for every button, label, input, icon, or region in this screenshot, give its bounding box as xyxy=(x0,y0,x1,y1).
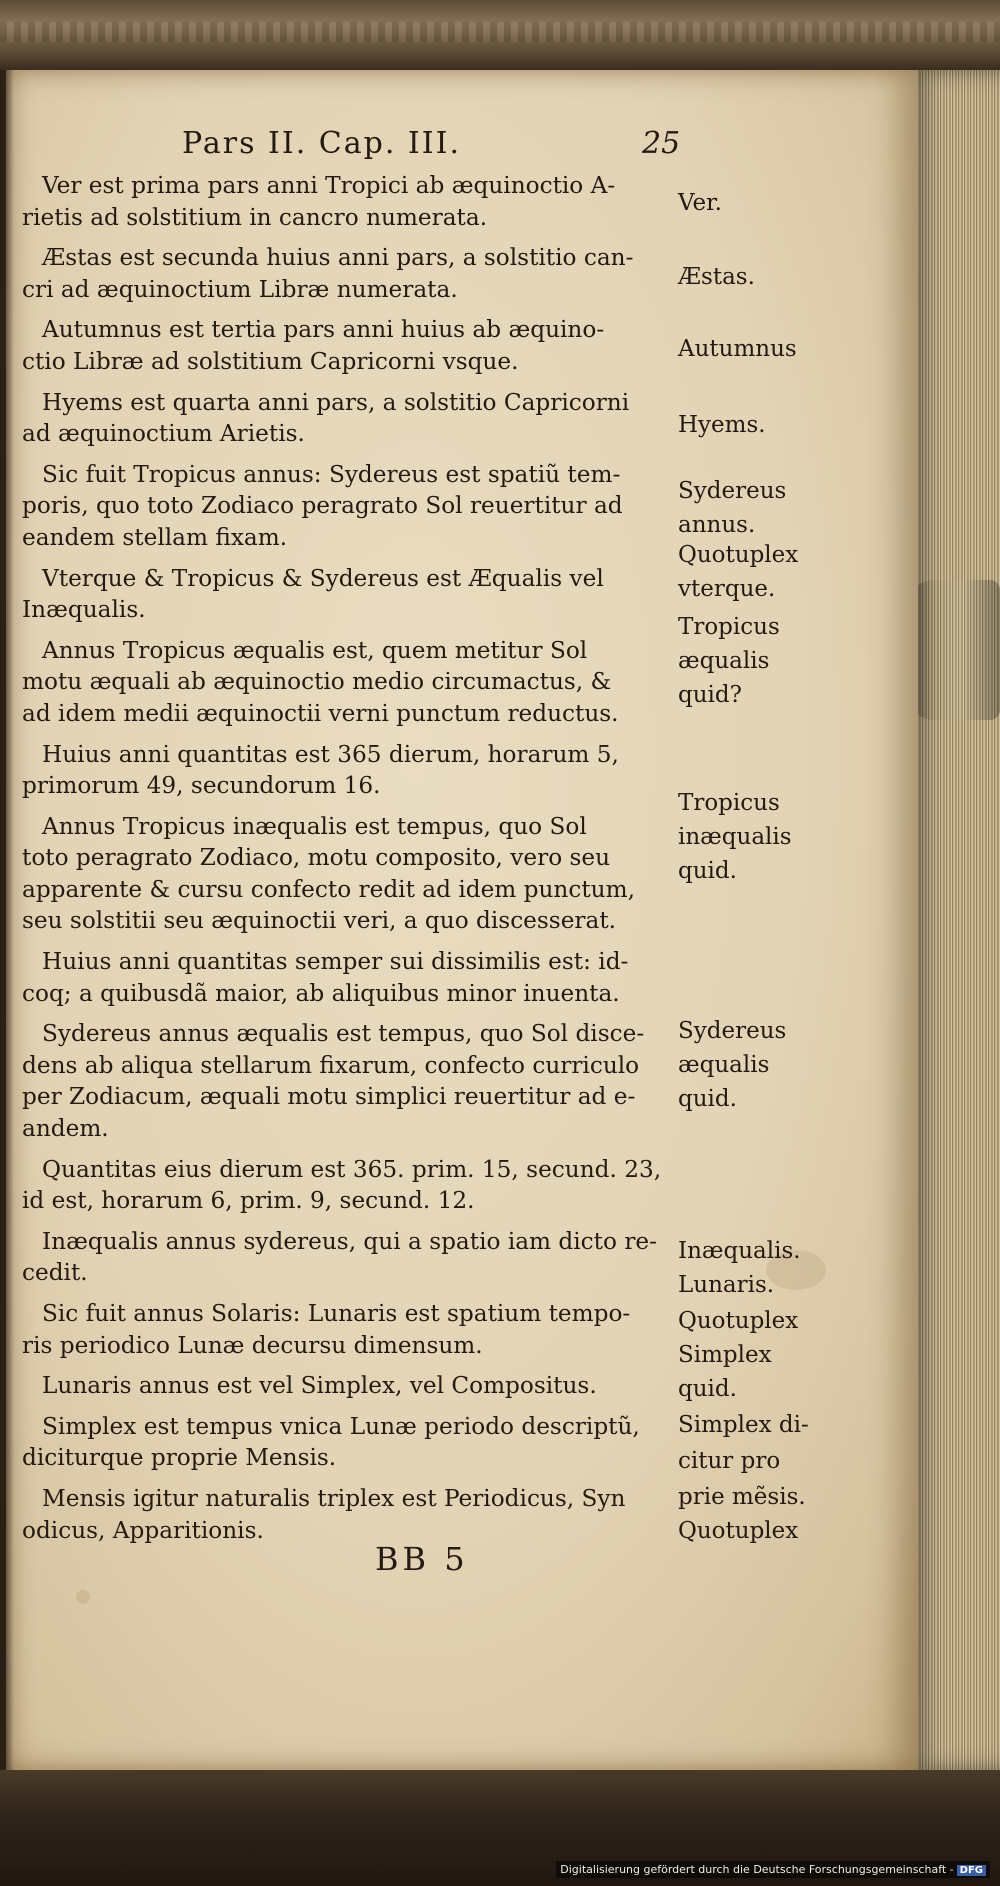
text-line: Ver est prima pars anni Tropici ab æquinoctio A- xyxy=(42,172,616,199)
text-line: primorum 49, secundorum 16. xyxy=(22,772,381,800)
margin-note: Quotuplex xyxy=(678,1308,799,1334)
margin-note: Tropicus xyxy=(678,614,780,640)
ink-spot xyxy=(76,1590,90,1604)
text-line: odicus, Apparitionis. xyxy=(22,1516,264,1544)
margin-note: æqualis xyxy=(678,648,770,674)
page-clip xyxy=(905,580,1000,720)
text-line: Sic fuit Tropicus annus: Sydereus est spatiũ tem- xyxy=(42,460,621,488)
text-line: Huius anni quantitas est 365 dierum, horarum 5, xyxy=(42,740,619,768)
paragraph xyxy=(22,739,682,802)
text-line: id est, horarum 6, prim. 9, secund. 12. xyxy=(22,1187,475,1215)
margin-note: citur pro xyxy=(678,1448,781,1474)
margin-note: æqualis xyxy=(678,1052,770,1078)
text-line: ris periodico Lunæ decursu dimensum. xyxy=(22,1331,483,1359)
paragraph xyxy=(22,563,682,626)
signature-mark: BB 5 xyxy=(375,1540,469,1578)
paragraph xyxy=(22,1154,682,1217)
dfg-logo: DFG xyxy=(957,1865,986,1876)
text-line: Huius anni quantitas semper sui dissimilis est: id- xyxy=(42,948,629,976)
margin-note: Autumnus xyxy=(678,336,797,362)
paragraph xyxy=(22,1226,682,1289)
text-line: Autumnus est tertia pars anni huius ab æquino- xyxy=(42,316,605,344)
paragraph xyxy=(22,946,682,1009)
paragraph xyxy=(22,314,682,377)
text-line: apparente & cursu confecto redit ad idem punctum, xyxy=(22,875,635,903)
margin-note: Quotuplex xyxy=(678,542,799,568)
margin-note: quid. xyxy=(678,858,737,884)
text-line: Vterque & Tropicus & Sydereus est Æqualis vel xyxy=(42,564,604,592)
margin-note: Simplex di- xyxy=(678,1412,809,1438)
margin-note: Sydereus xyxy=(678,478,787,504)
paragraph xyxy=(22,1411,682,1474)
margin-note: Simplex xyxy=(678,1342,772,1368)
text-line: ad idem medii æquinoctii verni punctum reductus. xyxy=(22,699,619,727)
margin-note: Æstas. xyxy=(678,264,755,290)
text-line: motu æquali ab æquinoctio medio circumactus, & xyxy=(22,668,612,696)
paragraph xyxy=(22,1298,682,1361)
running-title: Pars II. Cap. III. xyxy=(182,126,461,161)
bottom-binding xyxy=(0,1770,1000,1886)
text-line: Annus Tropicus æqualis est, quem metitur Sol xyxy=(42,636,588,664)
margin-note: prie mẽsis. xyxy=(678,1484,806,1510)
text-line: ctio Libræ ad solstitium Capricorni vsque. xyxy=(22,347,519,375)
text-line: diciturque proprie Mensis. xyxy=(22,1444,337,1472)
text-line: Hyems est quarta anni pars, a solstitio Capricorni xyxy=(42,388,630,416)
text-line: Sydereus annus æqualis est tempus, quo Sol disce- xyxy=(42,1020,645,1048)
text-line: coq; a quibusdã maior, ab aliquibus minor inuenta. xyxy=(22,979,620,1007)
margin-note: Sydereus xyxy=(678,1018,787,1044)
paragraph xyxy=(22,1483,682,1546)
margin-note: Hyems. xyxy=(678,412,766,438)
paragraph xyxy=(22,387,682,450)
margin-note: inæqualis xyxy=(678,824,792,850)
text-line: seu solstitii seu æquinoctii veri, a quo discesserat. xyxy=(22,907,617,935)
gutter-shadow xyxy=(0,70,14,1770)
digitization-credit xyxy=(556,1861,990,1878)
margin-note: Inæqualis. xyxy=(678,1238,801,1264)
text-line: Quantitas eius dierum est 365. prim. 15, secund. 23, xyxy=(42,1155,662,1183)
margin-note: quid. xyxy=(678,1376,737,1402)
text-line: Mensis igitur naturalis triplex est Periodicus, Syn xyxy=(42,1484,626,1512)
margin-note: vterque. xyxy=(678,576,776,602)
text-line: dens ab aliqua stellarum fixarum, confecto curriculo xyxy=(22,1051,640,1079)
paragraph xyxy=(22,1018,682,1144)
text-line: Inæqualis annus sydereus, qui a spatio iam dicto re- xyxy=(42,1227,657,1255)
paragraph xyxy=(22,459,682,554)
text-line: ad æquinoctium Arietis. xyxy=(22,420,305,448)
paragraph xyxy=(22,1370,682,1402)
paragraph xyxy=(22,242,682,305)
text-line: Inæqualis. xyxy=(22,596,146,624)
text-line: Æstas est secunda huius anni pars, a solstitio can- xyxy=(42,244,634,272)
text-line: Annus Tropicus inæqualis est tempus, quo Sol xyxy=(42,812,587,840)
text-line: Sic fuit annus Solaris: Lunaris est spatium tempo- xyxy=(42,1300,631,1327)
paragraph xyxy=(22,811,682,937)
page-number: 25 xyxy=(642,126,681,161)
margin-note: quid? xyxy=(678,682,742,708)
margin-note: Quotuplex xyxy=(678,1518,799,1544)
margin-note: annus. xyxy=(678,512,756,538)
text-line: cedit. xyxy=(22,1259,88,1287)
text-line: poris, quo toto Zodiaco peragrato Sol reuertitur ad xyxy=(22,492,623,520)
paragraph xyxy=(22,170,682,233)
text-line: Lunaris annus est vel Simplex, vel Compositus. xyxy=(42,1372,597,1400)
margin-note: Tropicus xyxy=(678,790,780,816)
paragraph xyxy=(22,635,682,730)
text-line: rietis ad solstitium in cancro numerata. xyxy=(22,203,488,231)
text-line: eandem stellam fixam. xyxy=(22,523,288,551)
margin-note: Ver. xyxy=(678,190,722,216)
text-line: cri ad æquinoctium Libræ numerata. xyxy=(22,275,458,303)
marginal-notes xyxy=(678,0,908,1700)
credit-text: Digitalisierung gefördert durch die Deutsche Forschungsgemeinschaft - xyxy=(560,1863,954,1876)
text-line: toto peragrato Zodiaco, motu composito, vero seu xyxy=(22,844,611,872)
text-line: andem. xyxy=(22,1115,109,1143)
main-text xyxy=(22,170,682,1555)
page-fore-edge xyxy=(905,70,1000,1770)
margin-note: Lunaris. xyxy=(678,1272,775,1298)
text-line: Simplex est tempus vnica Lunæ periodo descriptũ, xyxy=(42,1412,640,1440)
text-line: per Zodiacum, æquali motu simplici reuertitur ad e- xyxy=(22,1083,636,1111)
margin-note: quid. xyxy=(678,1086,737,1112)
